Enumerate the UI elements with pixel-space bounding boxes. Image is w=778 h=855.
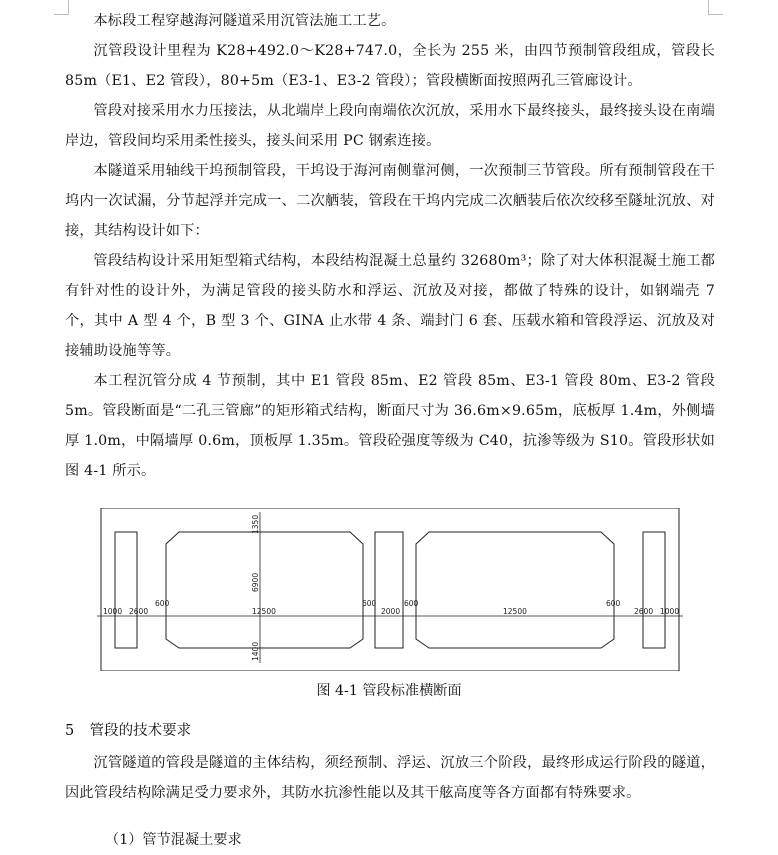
outer-wall-right-cell xyxy=(643,532,665,648)
paragraph: 本隧道采用轴线干坞预制管段，干坞设于海河南侧靠河侧，一次预制三节管段。所有预制管段在干坞内一次试漏，分节起浮并完成一、二次舾装，管段在干坞内完成二次舾装后依次绞移至隧址沉放、对接，其结构设计如下： xyxy=(65,163,715,239)
dim-label: 600 xyxy=(155,599,170,608)
dim-label: 2600 xyxy=(129,607,149,616)
outer-wall-left-cell xyxy=(115,532,137,648)
dim-label: 1400 xyxy=(251,641,260,661)
dim-label: 6900 xyxy=(251,572,260,592)
section-body xyxy=(65,748,715,808)
figure-caption: 图 4-1 管段标准横断面 xyxy=(316,683,462,699)
paragraph: 沉管隧道的管段是隧道的主体结构，须经预制、浮运、沉放三个阶段，最终形成运行阶段的隧道，因此管段结构除满足受力要求外，其防水抗渗性能以及其干舷高度等各方面都有特殊要求。 xyxy=(65,755,715,801)
cross-section-figure xyxy=(97,508,683,671)
section-title: 管段的技术要求 xyxy=(89,723,192,739)
dim-label: 1000 xyxy=(103,607,123,616)
paragraph: 本标段工程穿越海河隧道采用沉管法施工工艺。 xyxy=(93,13,396,29)
dim-label: 600 xyxy=(404,599,419,608)
dim-label: 12500 xyxy=(252,607,276,616)
paragraph: 沉管段设计里程为 K28+492.0～K28+747.0，全长为 255 米，由四节预制管段组成，管段长 85m（E1、E2 管段），80+5m（E3-1、E3-2 管段）；管段横断面按照两孔三管廊设计。 xyxy=(65,43,715,89)
sub-heading: （1）管节混凝土要求 xyxy=(105,832,242,848)
section-number: 5 xyxy=(65,723,75,739)
dim-label: 12500 xyxy=(503,607,527,616)
dim-label: 2000 xyxy=(381,607,401,616)
body-text xyxy=(65,6,715,486)
section-heading xyxy=(65,720,191,742)
dim-label: 1000 xyxy=(660,607,680,616)
dim-label: 2600 xyxy=(634,607,654,616)
middle-gallery xyxy=(375,532,403,648)
traffic-bore-right xyxy=(416,532,614,648)
dim-label: 600 xyxy=(606,599,621,608)
dim-label: 600 xyxy=(362,599,377,608)
paragraph: 管段结构设计采用矩型箱式结构，本段结构混凝土总量约 32680m³；除了对大体积混凝土施工都有针对性的设计外，为满足管段的接头防水和浮运、沉放及对接，都做了特殊的设计，如钢端壳 7 个，其中 A 型 4 个，B 型 3 个、GINA 止水带 4 条、端封门 6 套、压载水箱和管段浮运、沉放及对接辅助设施等等。 xyxy=(65,253,715,359)
paragraph: 管段对接采用水力压接法，从北端岸上段向南端依次沉放，采用水下最终接头，最终接头设在南端岸边，管段间均采用柔性接头，接头间采用 PC 钢索连接。 xyxy=(65,103,715,149)
dim-label: 1350 xyxy=(251,514,260,534)
paragraph: 本工程沉管分成 4 节预制，其中 E1 管段 85m、E2 管段 85m、E3-1 管段 80m、E3-2 管段 5m。管段断面是“二孔三管廊”的矩形箱式结构，断面尺寸为 36.6m×9.65m，底板厚 1.4m，外侧墙厚 1.0m，中隔墙厚 0.6m，顶板厚 1.35m。管段砼强度等级为 C40，抗渗等级为 S10。管段形状如图 4-1 所示。 xyxy=(65,373,715,479)
traffic-bore-left xyxy=(166,532,363,648)
